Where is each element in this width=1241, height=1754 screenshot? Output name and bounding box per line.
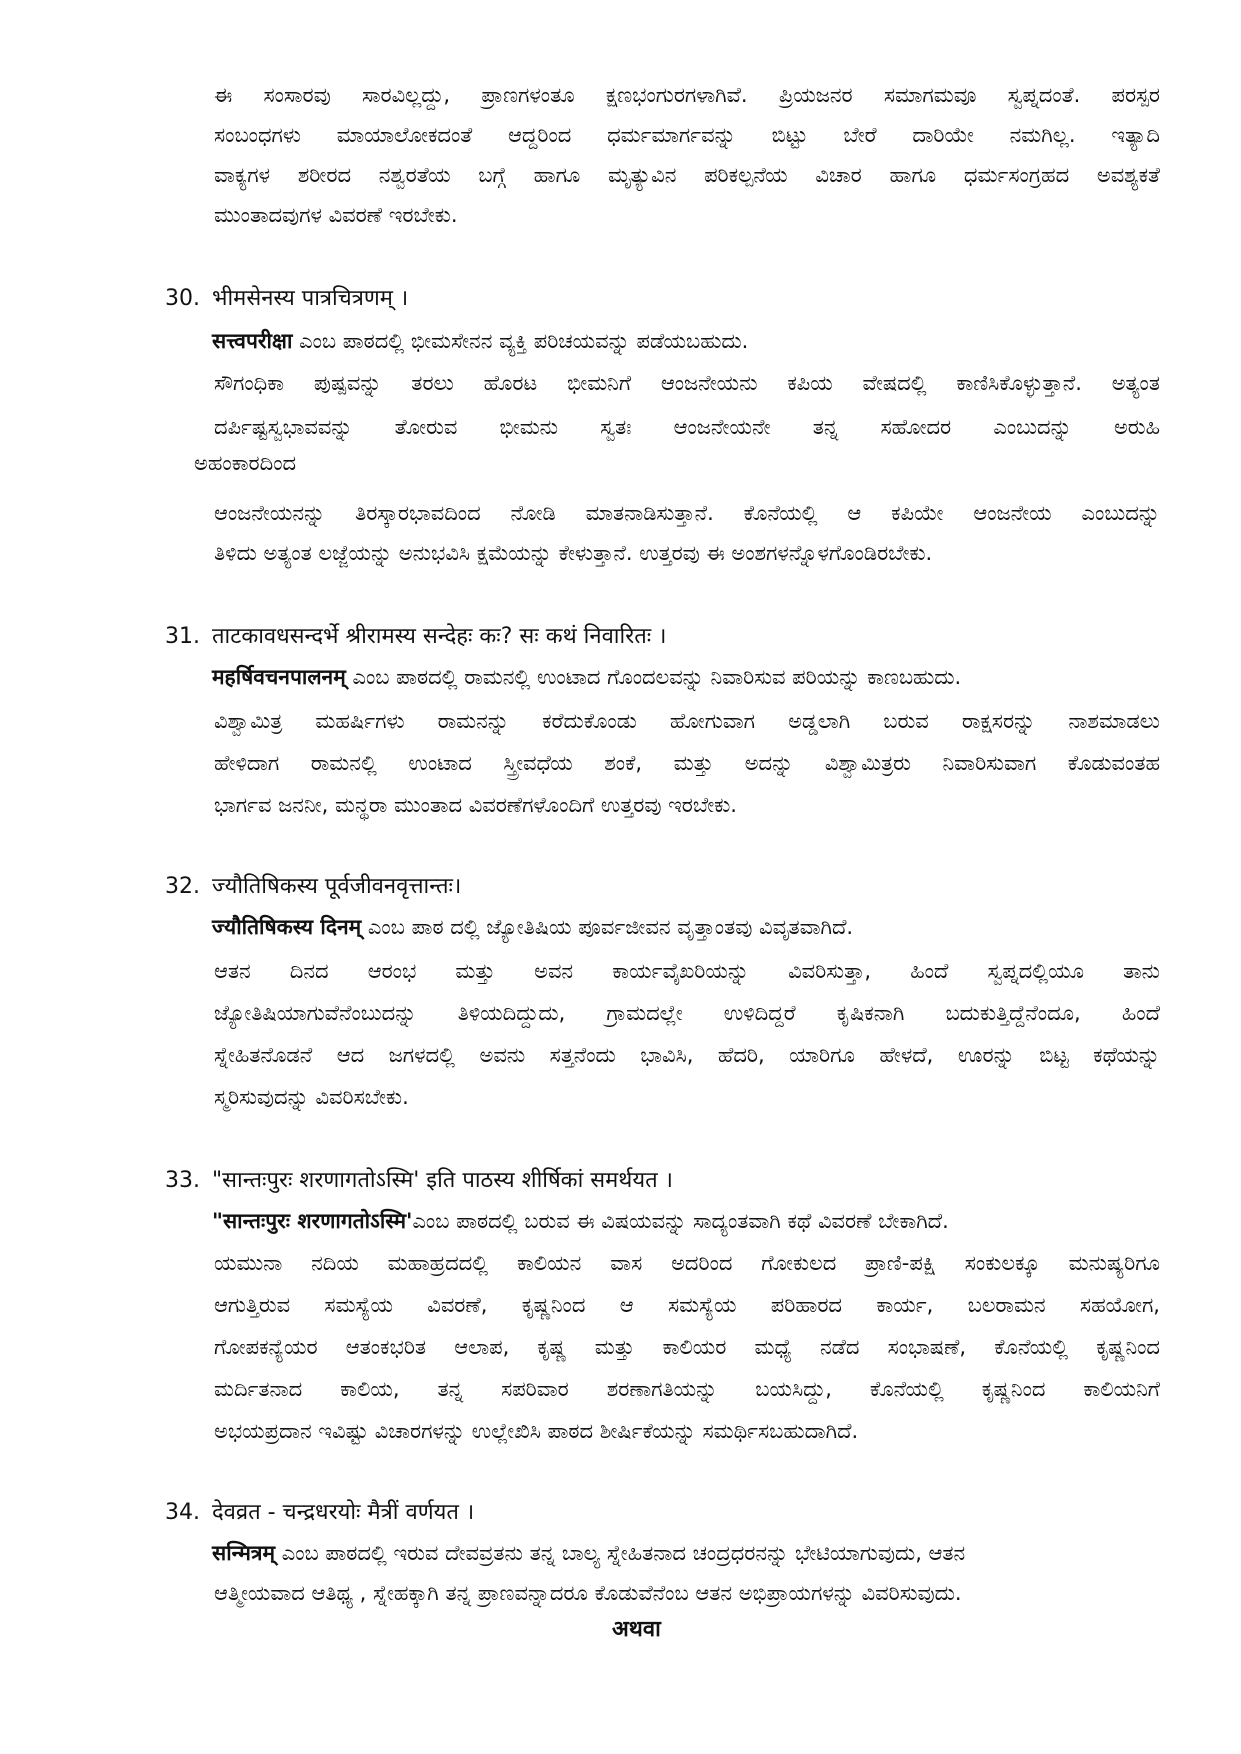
intro-line: ವಾಕ್ಯಗಳ ಶರೀರದ ನಶ್ವರತೆಯ ಬಗ್ಗೆ ಹಾಗೂ ಮೃತ್ಯುವಿನ ಪರಿಕಲ್ಪನೆಯ ವಿಚಾರ ಹಾಗೂ ಧರ್ಮಸಂಗ್ರಹದ ಅವಶ್ಯಕತೆ: [214, 163, 1160, 187]
question-number: 34.: [165, 1500, 200, 1525]
question-title: ताटकावधसन्दर्भे श्रीरामस्य सन्देहः कः? सः कथं निवारितः ।: [212, 624, 667, 649]
footer-or-label: अथवा: [612, 1617, 661, 1642]
answer-line: ಅಭಯಪ್ರದಾನ ಇವಿಷ್ಟು ವಿಚಾರಗಳನ್ನು ಉಲ್ಲೇಖಿಸಿ ಪಾಠದ ಶೀರ್ಷಿಕೆಯನ್ನು ಸಮರ್ಥಿಸಬಹುದಾಗಿದೆ.: [214, 1419, 859, 1443]
lesson-name: ज्यौतिषिकस्य दिनम्: [212, 915, 362, 939]
answer-line: महर्षिवचनपालनम् ಎಂಬ ಪಾಠದಲ್ಲಿ ರಾಮನಲ್ಲಿ ಉಂಟಾದ ಗೊಂದಲವನ್ನು ನಿವಾರಿಸುವ ಪರಿಯನ್ನು ಕಾಣಬಹುದು.: [212, 665, 962, 689]
answer-line: ಆಗುತ್ತಿರುವ ಸಮಸ್ಯೆಯ ವಿವರಣೆ, ಕೃಷ್ಣನಿಂದ ಆ ಸಮಸ್ಯೆಯ ಪರಿಹಾರದ ಕಾರ್ಯ, ಬಲರಾಮನ ಸಹಯೋಗ,: [214, 1293, 1160, 1317]
lesson-name: सत्त्वपरीक्षा: [212, 329, 293, 353]
answer-line: ಆಂಜನೇಯನನ್ನು ತಿರಸ್ಕಾರಭಾವದಿಂದ ನೋಡಿ ಮಾತನಾಡಿಸುತ್ತಾನೆ. ಕೊನೆಯಲ್ಲಿ ಆ ಕಪಿಯೇ ಆಂಜನೇಯ ಎಂಬುದನ್ನು: [214, 501, 1160, 525]
answer-line: ಭಾರ್ಗವ ಜನನೀ, ಮನ್ಥರಾ ಮುಂತಾದ ವಿವರಣೆಗಳೊಂದಿಗೆ ಉತ್ತರವು ಇರಬೇಕು.: [214, 793, 737, 817]
answer-line: ಅಹಂಕಾರದಿಂದ: [194, 451, 297, 475]
answer-line: सन्मित्रम् ಎಂಬ ಪಾಠದಲ್ಲಿ ಇರುವ ದೇವವ್ರತನು ತನ್ನ ಬಾಲ್ಯ ಸ್ನೇಹಿತನಾದ ಚಂದ್ರಧರನನ್ನು ಭೇಟಿಯಾಗುವುದು, ಆತನ: [212, 1541, 966, 1565]
answer-line: ಯಮುನಾ ನದಿಯ ಮಹಾಹ್ರದದಲ್ಲಿ ಕಾಲಿಯನ ವಾಸ ಅದರಿಂದ ಗೋಕುಲದ ಪ್ರಾಣಿ-ಪಕ್ಷಿ ಸಂಕುಲಕ್ಕೂ ಮನುಷ್ಯರಿಗೂ: [214, 1251, 1160, 1275]
answer-line: "सान्तःपुरः शरणागतोऽस्मि'ಎಂಬ ಪಾಠದಲ್ಲಿ ಬರುವ ಈ ವಿಷಯವನ್ನು ಸಾದ್ಯಂತವಾಗಿ ಕಥೆ ವಿವರಣೆ ಬೇಕಾಗಿದೆ.: [212, 1209, 949, 1233]
answer-line: ದರ್ಪಿಷ್ಟಸ್ವಭಾವವನ್ನು ತೋರುವ ಭೀಮನು ಸ್ವತಃ ಆಂಜನೇಯನೇ ತನ್ನ ಸಹೋದರ ಎಂಬುದನ್ನು ಅರುಹಿ: [214, 415, 1160, 439]
answer-line: ಆತನ ದಿನದ ಆರಂಭ ಮತ್ತು ಅವನ ಕಾರ್ಯವೈಖರಿಯನ್ನು ವಿವರಿಸುತ್ತಾ, ಹಿಂದೆ ಸ್ವಪ್ನದಲ್ಲಿಯೂ ತಾನು: [214, 959, 1160, 983]
answer-line: ಗೋಪಕನ್ಯೆಯರ ಆತಂಕಭರಿತ ಆಲಾಪ, ಕೃಷ್ಣ ಮತ್ತು ಕಾಲಿಯರ ಮಧ್ಯೆ ನಡೆದ ಸಂಭಾಷಣೆ, ಕೊನೆಯಲ್ಲಿ ಕೃಷ್ಣನಿಂದ: [214, 1335, 1160, 1359]
intro-line: ಸಂಬಂಧಗಳು ಮಾಯಾಲೋಕದಂತೆ ಆದ್ದರಿಂದ ಧರ್ಮಮಾರ್ಗವನ್ನು ಬಿಟ್ಟು ಬೇರೆ ದಾರಿಯೇ ನಮಗಿಲ್ಲ. ಇತ್ಯಾದಿ: [214, 123, 1160, 147]
answer-line: ज्यौतिषिकस्य दिनम् ಎಂಬ ಪಾಠ ದಲ್ಲಿ ಜ್ಯೋತಿಷಿಯ ಪೂರ್ವಜೀವನ ವೃತ್ತಾಂತವು ವಿವೃತವಾಗಿದೆ.: [212, 915, 854, 939]
question-title: देवव्रत - चन्द्रधरयोः मैत्रीं वर्णयत ।: [212, 1500, 475, 1525]
question-number: 30.: [165, 286, 200, 311]
answer-line: ಮರ್ದಿತನಾದ ಕಾಲಿಯ, ತನ್ನ ಸಪರಿವಾರ ಶರಣಾಗತಿಯನ್ನು ಬಯಸಿದ್ದು, ಕೊನೆಯಲ್ಲಿ ಕೃಷ್ಣನಿಂದ ಕಾಲಿಯನಿಗೆ: [214, 1377, 1160, 1401]
lesson-name: सन्मित्रम्: [212, 1541, 276, 1565]
answer-line: ಸ್ಮರಿಸುವುದನ್ನು ವಿವರಿಸಬೇಕು.: [214, 1085, 409, 1109]
answer-line: ಜ್ಯೋತಿಷಿಯಾಗುವೆನೆಂಬುದನ್ನು ತಿಳಿಯದಿದ್ದುದು, ಗ್ರಾಮದಲ್ಲೇ ಉಳಿದಿದ್ದರೆ ಕೃಷಿಕನಾಗಿ ಬದುಕುತ್ತಿದ್ದೆನೆಂದೂ, ಹಿಂದೆ: [214, 1001, 1160, 1025]
intro-line: ಈ ಸಂಸಾರವು ಸಾರವಿಲ್ಲದ್ದು, ಪ್ರಾಣಗಳಂತೂ ಕ್ಷಣಭಂಗುರಗಳಾಗಿವೆ. ಪ್ರಿಯಜನರ ಸಮಾಗಮವೂ ಸ್ವಪ್ನದಂತೆ. ಪರಸ್ಪರ: [214, 83, 1160, 107]
answer-line: ಆತ್ಮೀಯವಾದ ಆತಿಥ್ಯ , ಸ್ನೇಹಕ್ಕಾಗಿ ತನ್ನ ಪ್ರಾಣವನ್ನಾದರೂ ಕೊಡುವೆನೆಂಬ ಆತನ ಅಭಿಪ್ರಾಯಗಳನ್ನು ವಿವರಿಸುವುದು.: [214, 1581, 962, 1605]
intro-line: ಮುಂತಾದವುಗಳ ವಿವರಣೆ ಇರಬೇಕು.: [214, 203, 458, 227]
answer-line: ಹೇಳಿದಾಗ ರಾಮನಲ್ಲಿ ಉಂಟಾದ ಸ್ತ್ರೀವಧೆಯ ಶಂಕೆ, ಮತ್ತು ಅದನ್ನು ವಿಶ್ವಾಮಿತ್ರರು ನಿವಾರಿಸುವಾಗ ಕೊಡುವಂತಹ: [214, 751, 1160, 775]
answer-line: ಸ್ನೇಹಿತನೊಡನೆ ಆದ ಜಗಳದಲ್ಲಿ ಅವನು ಸತ್ತನೆಂದು ಭಾವಿಸಿ, ಹೆದರಿ, ಯಾರಿಗೂ ಹೇಳದೆ, ಊರನ್ನು ಬಿಟ್ಟ ಕಥೆಯನ್ನು: [214, 1043, 1160, 1067]
lesson-name: "सान्तःपुरः शरणागतोऽस्मि': [212, 1209, 413, 1233]
question-number: 31.: [165, 624, 200, 649]
question-title: भीमसेनस्य पात्रचित्रणम् ।: [212, 286, 409, 311]
question-title: ज्यौतिषिकस्य पूर्वजीवनवृत्तान्तः।: [212, 874, 462, 899]
question-number: 33.: [165, 1168, 200, 1193]
answer-line: ತಿಳಿದು ಅತ್ಯಂತ ಲಜ್ಜೆಯನ್ನು ಅನುಭವಿಸಿ ಕ್ಷಮೆಯನ್ನು ಕೇಳುತ್ತಾನೆ. ಉತ್ತರವು ಈ ಅಂಶಗಳನ್ನೊಳಗೊಂಡಿರಬೇಕು.: [214, 541, 933, 565]
answer-line: ವಿಶ್ವಾಮಿತ್ರ ಮಹರ್ಷಿಗಳು ರಾಮನನ್ನು ಕರೆದುಕೊಂಡು ಹೋಗುವಾಗ ಅಡ್ಡಲಾಗಿ ಬರುವ ರಾಕ್ಷಸರನ್ನು ನಾಶಮಾಡಲು: [214, 709, 1160, 733]
answer-line: सत्त्वपरीक्षा ಎಂಬ ಪಾಠದಲ್ಲಿ ಭೀಮಸೇನನ ವ್ಯಕ್ತಿ ಪರಿಚಯವನ್ನು ಪಡೆಯಬಹುದು.: [212, 329, 749, 353]
question-number: 32.: [165, 874, 200, 899]
lesson-name: महर्षिवचनपालनम्: [212, 665, 346, 689]
answer-line: ಸೌಗಂಧಿಕಾ ಪುಷ್ಪವನ್ನು ತರಲು ಹೊರಟ ಭೀಮನಿಗೆ ಆಂಜನೇಯನು ಕಪಿಯ ವೇಷದಲ್ಲಿ ಕಾಣಿಸಿಕೊಳ್ಳುತ್ತಾನೆ. ಅತ್ಯಂತ: [214, 371, 1160, 395]
question-title: "सान्तःपुरः शरणागतोऽस्मि' इति पाठस्य शीर्षिकां समर्थयत ।: [212, 1168, 673, 1193]
